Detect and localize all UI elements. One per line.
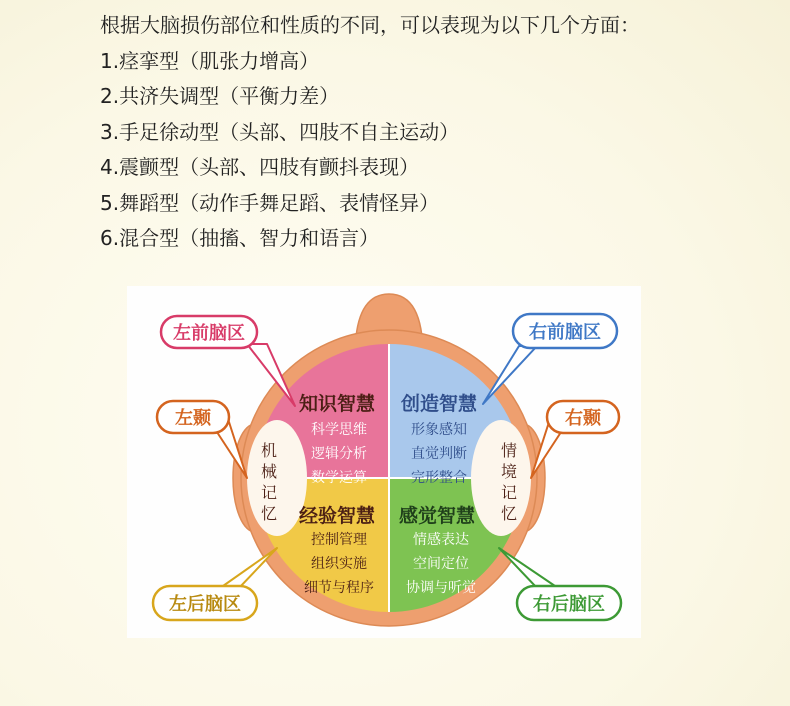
intro-heading: 根据大脑损伤部位和性质的不同，可以表现为以下几个方面： — [100, 13, 640, 37]
brain-diagram-svg — [127, 286, 641, 638]
creative-item-3: 完形整合 — [411, 470, 467, 486]
sensory-item-2: 空间定位 — [413, 556, 469, 572]
knowledge-item-1: 科学思维 — [311, 422, 367, 438]
knowledge-item-2: 逻辑分析 — [311, 446, 367, 462]
callout-right-frontal-label: 右前脑区 — [529, 322, 601, 343]
experience-wisdom-title: 经验智慧 — [298, 505, 376, 527]
right-memory-char-2: 境 — [500, 462, 518, 481]
experience-item-1: 控制管理 — [311, 532, 367, 548]
creative-item-2: 直觉判断 — [411, 446, 467, 462]
knowledge-item-3: 数学运算 — [311, 470, 367, 486]
sensory-item-3: 协调与听觉 — [406, 580, 476, 596]
callout-right-posterior-label: 右后脑区 — [533, 594, 605, 615]
knowledge-wisdom-title: 知识智慧 — [298, 393, 376, 415]
sensory-item-1: 情感表达 — [413, 532, 469, 548]
creative-wisdom-title: 创造智慧 — [400, 393, 478, 415]
experience-item-3: 细节与程序 — [304, 580, 374, 596]
right-memory-char-3: 记 — [500, 483, 518, 502]
callout-left-frontal-label: 左前脑区 — [173, 323, 245, 344]
left-memory-char-3: 记 — [260, 483, 278, 502]
intro-item-mixed: 6.混合型（抽搐、智力和语言） — [100, 226, 380, 250]
experience-item-2: 组织实施 — [311, 556, 367, 572]
left-memory-char-1: 机 — [260, 441, 278, 460]
callout-left-temporal-label: 左颞 — [175, 408, 211, 429]
intro-item-athetoid: 3.手足徐动型（头部、四肢不自主运动） — [100, 119, 460, 144]
right-memory-char-1: 情 — [500, 441, 518, 460]
brain-diagram — [127, 286, 641, 638]
callout-left-posterior-label: 左后脑区 — [169, 594, 241, 615]
intro-item-spastic: 1.痉挛型（肌张力增高） — [100, 48, 320, 73]
creative-item-1: 形象感知 — [411, 422, 467, 438]
left-memory-char-4: 忆 — [260, 504, 278, 523]
callout-left-posterior — [153, 548, 277, 620]
left-memory-char-2: 械 — [260, 462, 278, 481]
sensory-wisdom-title: 感觉智慧 — [398, 505, 476, 527]
intro-item-ataxic: 2.共济失调型（平衡力差） — [100, 84, 340, 108]
callout-right-posterior — [499, 548, 621, 620]
right-memory-char-4: 忆 — [500, 504, 518, 523]
intro-item-chorea: 5.舞蹈型（动作手舞足蹈、表情怪异） — [100, 190, 440, 215]
callout-right-temporal-label: 右颞 — [565, 408, 601, 429]
intro-text — [100, 8, 780, 257]
intro-item-tremor: 4.震颤型（头部、四肢有颤抖表现） — [100, 155, 420, 179]
